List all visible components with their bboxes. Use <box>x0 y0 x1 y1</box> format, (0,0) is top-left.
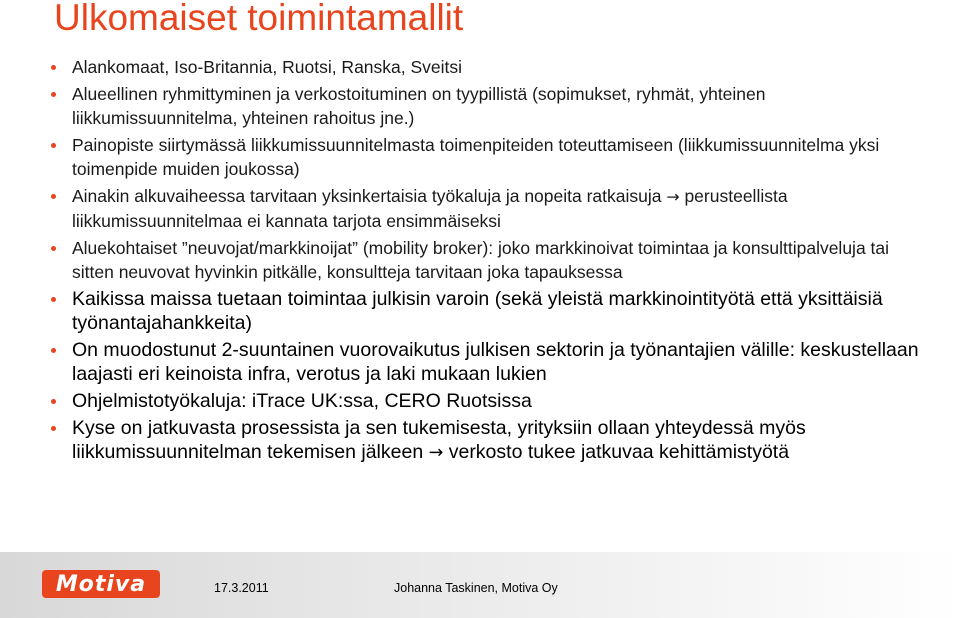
bullet-text: On muodostunut 2-suuntainen vuorovaikutus julkisen sektorin ja työnantajien välille: keskustellaan laajasti eri keinoista infra, verotus ja laki mukaan lukien <box>72 339 919 385</box>
bullet-text: Alueellinen ryhmittyminen ja verkostoituminen on tyypillistä (sopimukset, ryhmät, yhteinen liikkumissuunnitelma, yhteinen rahoitus jne.) <box>72 84 766 128</box>
footer-date: 17.3.2011 <box>214 581 269 595</box>
bullet-dot-icon <box>51 348 56 353</box>
bullet-item <box>48 236 928 284</box>
slide-title: Ulkomaiset toimintamallit <box>54 0 464 38</box>
bullet-text: perusteellista liikkumissuunnitelmaa ei kannata tarjota ensimmäiseksi <box>72 186 788 231</box>
bullet-text: Kaikissa maissa tuetaan toimintaa julkisin varoin (sekä yleistä markkinointityötä että yksittäisiä työnantajahankkeita) <box>72 288 883 334</box>
logo-text: Motiva <box>55 571 147 597</box>
bullet-item <box>48 55 928 79</box>
bullet-dot-icon <box>51 246 56 251</box>
bullet-item <box>48 287 928 335</box>
bullet-text: Ohjelmistotyökaluja: iTrace UK:ssa, CERO Ruotsissa <box>72 390 532 412</box>
bullet-dot-icon <box>51 92 56 97</box>
bullet-item <box>48 416 928 465</box>
footer-author: Johanna Taskinen, Motiva Oy <box>394 581 558 595</box>
bullet-item <box>48 338 928 386</box>
bullet-dot-icon <box>51 297 56 302</box>
bullet-list <box>48 55 928 468</box>
bullet-item <box>48 82 928 130</box>
bullet-item <box>48 133 928 181</box>
bullet-text: Alankomaat, Iso-Britannia, Ruotsi, Ranska, Sveitsi <box>72 57 463 77</box>
bullet-dot-icon <box>51 143 56 148</box>
bullet-text: Painopiste siirtymässä liikkumissuunnitelmasta toimenpiteiden toteuttamiseen (liikkumissuunnitelma yksi toimenpide muiden joukossa) <box>72 135 880 179</box>
bullet-dot-icon <box>51 399 56 404</box>
bullet-text: verkosto tukee jatkuvaa kehittämistyötä <box>448 441 790 463</box>
bullet-text: Ainakin alkuvaiheessa tarvitaan yksinkertaisia työkaluja ja nopeita ratkaisuja <box>72 186 662 206</box>
arrow-right-icon: → <box>428 443 444 463</box>
bullet-dot-icon <box>51 194 56 199</box>
bullet-item <box>48 389 928 413</box>
bullet-text: Aluekohtaiset ”neuvojat/markkinoijat” (mobility broker): joko markkinoivat toimintaa ja konsulttipalveluja tai sitten neuvovat hyvinkin pitkälle, konsultteja tarvitaan joka tapauksessa <box>72 238 890 282</box>
bullet-dot-icon <box>51 65 56 70</box>
bullet-dot-icon <box>51 426 56 431</box>
bullet-item <box>48 184 928 233</box>
arrow-right-icon: → <box>666 187 680 206</box>
bullet-text: Kyse on jatkuvasta prosessista ja sen tukemisesta, yrityksiin ollaan yhteydessä myös liikkumissuunnitelman tekemisen jälkeen <box>72 417 806 463</box>
motiva-logo <box>42 570 160 598</box>
